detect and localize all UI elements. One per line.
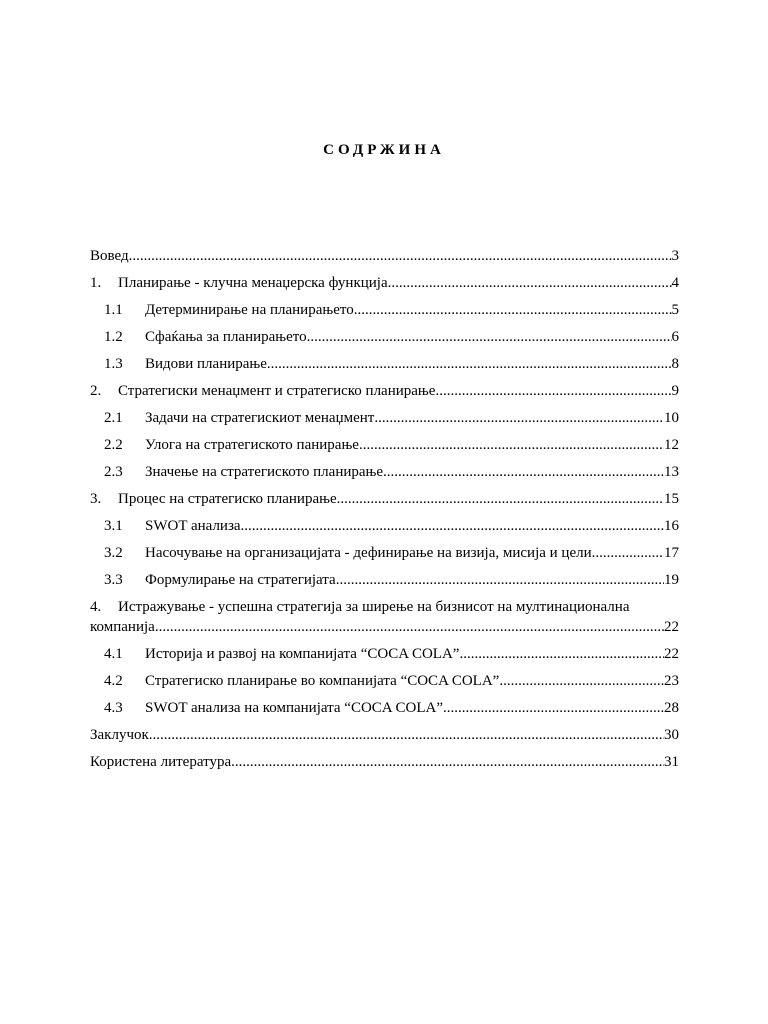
- toc-entry-label: Задачи на стратегискиот менаџмент: [145, 410, 375, 426]
- dot-leader: [231, 752, 664, 772]
- toc-entry-page: 30: [664, 727, 679, 743]
- toc-entry-label: Стратегиско планирање во компанијата “COCA COLA”: [145, 673, 500, 689]
- toc-entry-label: Детерминирање на планирањето: [145, 302, 354, 318]
- dot-leader: [435, 381, 671, 401]
- dot-leader: [499, 671, 664, 691]
- toc-entry-label: Истражување - успешна стратегија за ширење на бизнисот на мултинационална: [118, 599, 630, 615]
- toc-entry-label: Планирање - клучна менаџерска функција: [118, 275, 388, 291]
- toc-entry[interactable]: [90, 752, 679, 779]
- toc-entry[interactable]: [90, 597, 679, 637]
- dot-leader: [149, 725, 664, 745]
- toc-entry-page: 4: [671, 275, 679, 291]
- toc-entry-number: 4.2: [104, 673, 123, 689]
- toc-entry[interactable]: [90, 543, 679, 570]
- toc-entry[interactable]: [90, 327, 679, 354]
- dot-leader: [267, 354, 672, 374]
- dot-leader: [336, 570, 664, 590]
- toc-title: СОДРЖИНА: [323, 142, 445, 158]
- toc-entry[interactable]: [90, 246, 679, 273]
- toc-entry[interactable]: [90, 354, 679, 381]
- dot-leader: [354, 300, 672, 320]
- toc-entry-page: 19: [664, 572, 679, 588]
- toc-entry[interactable]: [90, 381, 679, 408]
- toc-entry-number: 2.1: [104, 410, 123, 426]
- toc-entry-label: Заклучок: [90, 727, 149, 743]
- toc-entry-page: 23: [664, 673, 679, 689]
- toc-entry-number: 4.3: [104, 700, 123, 716]
- dot-leader: [155, 617, 664, 637]
- toc-entry-number: 1.2: [104, 329, 123, 345]
- toc-entry[interactable]: [90, 489, 679, 516]
- dot-leader: [388, 273, 672, 293]
- toc-entry-page: 22: [664, 646, 679, 662]
- toc-entry[interactable]: [90, 644, 679, 671]
- toc-entry-page: 15: [664, 491, 679, 507]
- toc-entry-label: Користена литература: [90, 754, 232, 770]
- toc-entry-label: Историја и развој на компанијата “COCA COLA”: [145, 646, 460, 662]
- toc-entry-label-continued: компанија: [90, 619, 155, 635]
- toc-entry[interactable]: [90, 273, 679, 300]
- toc-entry-number: 1.3: [104, 356, 123, 372]
- toc-entry-page: 8: [671, 356, 679, 372]
- toc-entry-page: 12: [664, 437, 679, 453]
- dot-leader: [383, 462, 664, 482]
- dot-leader: [592, 543, 664, 563]
- toc-entry-number: 3.1: [104, 518, 123, 534]
- toc-entry[interactable]: [90, 725, 679, 752]
- toc-entry-number: 3.3: [104, 572, 123, 588]
- toc-entry-page: 17: [664, 545, 679, 561]
- toc-entry[interactable]: [90, 408, 679, 435]
- toc-entry-page: 10: [664, 410, 679, 426]
- toc-entry-page: 31: [664, 754, 679, 770]
- table-of-contents: [90, 246, 679, 779]
- toc-entry-number: 2.: [90, 383, 102, 399]
- toc-entry-number: 1.: [90, 275, 102, 291]
- toc-entry-number: 1.1: [104, 302, 123, 318]
- toc-entry-number: 3.: [90, 491, 102, 507]
- toc-entry[interactable]: [90, 516, 679, 543]
- toc-entry-label: Значење на стратегиското планирање: [145, 464, 384, 480]
- toc-entry-page: 9: [671, 383, 679, 399]
- toc-entry-label: SWOT анализа: [145, 518, 241, 534]
- toc-entry-page: 22: [664, 619, 679, 635]
- toc-entry-page: 3: [671, 248, 679, 264]
- toc-entry-label: Сфаќања за планирањето: [145, 329, 307, 345]
- dot-leader: [241, 516, 664, 536]
- toc-entry[interactable]: [90, 435, 679, 462]
- toc-entry-number: 4.1: [104, 646, 123, 662]
- toc-entry-page: 28: [664, 700, 679, 716]
- toc-entry[interactable]: [90, 462, 679, 489]
- toc-entry-label: Формулирање на стратегијата: [145, 572, 336, 588]
- toc-entry-page: 6: [671, 329, 679, 345]
- toc-entry-label: Улога на стратегиското панирање: [145, 437, 359, 453]
- toc-entry-label: Видови планирање: [145, 356, 267, 372]
- toc-entry-label: Процес на стратегиско планирање: [118, 491, 337, 507]
- toc-entry-number: 3.2: [104, 545, 123, 561]
- dot-leader: [129, 246, 672, 266]
- toc-entry-number: 4.: [90, 599, 102, 615]
- dot-leader: [374, 408, 664, 428]
- toc-entry-number: 2.2: [104, 437, 123, 453]
- toc-entry[interactable]: [90, 570, 679, 597]
- toc-entry-label: Вовед: [90, 248, 129, 264]
- dot-leader: [337, 489, 664, 509]
- toc-entry-page: 16: [664, 518, 679, 534]
- toc-entry-number: 2.3: [104, 464, 123, 480]
- toc-entry[interactable]: [90, 671, 679, 698]
- dot-leader: [359, 435, 664, 455]
- dot-leader: [459, 644, 664, 664]
- toc-entry-label: Насочување на организацијата - дефинирање на визија, мисија и цели: [145, 545, 592, 561]
- toc-entry-page: 5: [671, 302, 679, 318]
- toc-entry[interactable]: [90, 698, 679, 725]
- toc-entry[interactable]: [90, 300, 679, 327]
- dot-leader: [443, 698, 664, 718]
- dot-leader: [307, 327, 672, 347]
- toc-entry-label: Стратегиски менаџмент и стратегиско планирање: [118, 383, 436, 399]
- toc-entry-page: 13: [664, 464, 679, 480]
- toc-entry-label: SWOT анализа на компанијата “COCA COLA”: [145, 700, 444, 716]
